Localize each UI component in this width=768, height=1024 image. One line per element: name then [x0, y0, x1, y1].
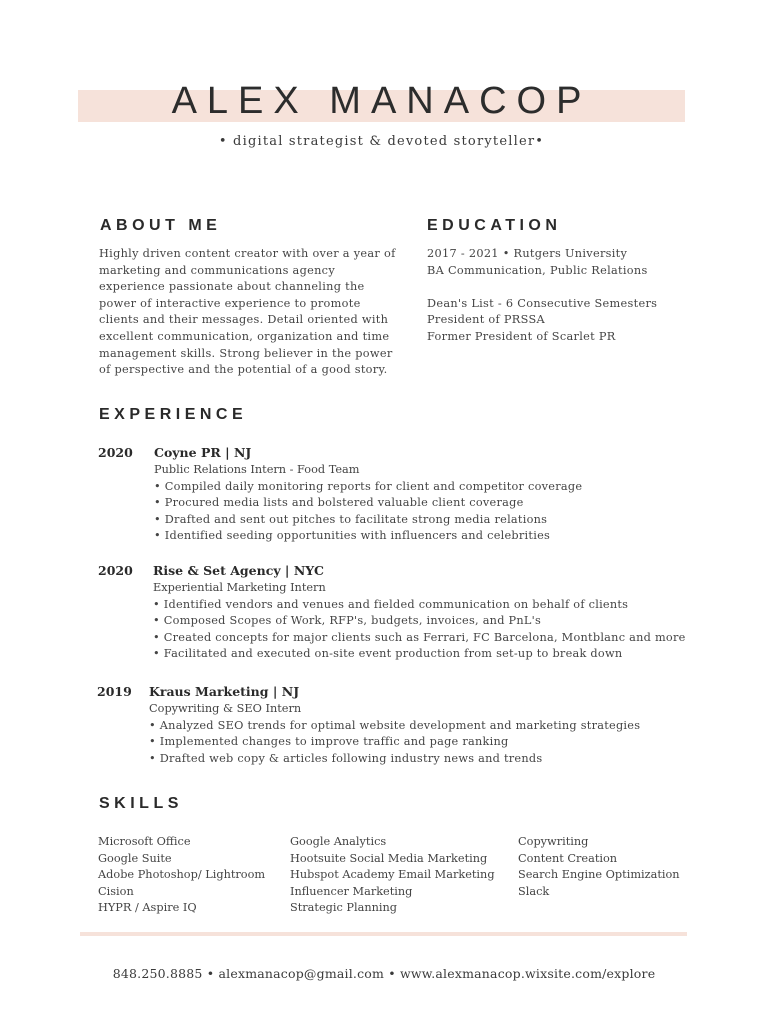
skill-item: Cision — [98, 884, 134, 898]
experience-title: EXPERIENCE — [99, 406, 248, 423]
about-line: power of interactive experience to promote — [99, 296, 361, 310]
skill-item: Strategic Planning — [290, 901, 398, 915]
job-bullet: • Drafted and sent out pitches to facilitate strong media relations — [154, 512, 548, 526]
job-bullet: • Analyzed SEO trends for optimal website development and marketing strategies — [149, 718, 641, 732]
about-line: marketing and communications agency — [99, 263, 335, 277]
skill-item: Slack — [518, 884, 550, 898]
education-spacer — [427, 279, 687, 296]
skill-item: Adobe Photoshop/ Lightroom — [98, 868, 266, 882]
job-company: Kraus Marketing | NJ — [149, 684, 300, 699]
skills-column-1 — [98, 834, 265, 917]
skill-item: Google Suite — [98, 851, 172, 865]
skill-item: Google Analytics — [290, 835, 387, 848]
job-role: Public Relations Intern - Food Team — [154, 463, 360, 476]
skill-item: Search Engine Optimization — [518, 868, 680, 882]
job-bullet: • Drafted web copy & articles following industry news and trends — [149, 751, 543, 765]
skill-item: Influencer Marketing — [290, 884, 413, 898]
about-line: of perspective and the potential of a good story. — [99, 363, 388, 377]
education-text — [427, 246, 687, 346]
job-bullet: • Compiled daily monitoring reports for client and competitor coverage — [154, 479, 583, 493]
job-role: Experiential Marketing Intern — [153, 581, 326, 594]
education-line: President of PRSSA — [427, 313, 545, 327]
job-year: 2020 — [98, 563, 133, 578]
footer-divider — [80, 932, 687, 936]
education-title: EDUCATION — [427, 217, 562, 234]
skill-item: Microsoft Office — [98, 835, 191, 848]
skill-item: Hubspot Academy Email Marketing — [290, 868, 495, 882]
job-entry — [154, 445, 674, 545]
education-line: Former President of Scarlet PR — [427, 329, 616, 343]
job-entry — [153, 563, 686, 663]
candidate-name: ALEX MANACOP — [171, 80, 592, 122]
job-year: 2020 — [98, 445, 133, 460]
job-bullet: • Identified seeding opportunities with influencers and celebrities — [154, 529, 551, 543]
skill-item: HYPR / Aspire IQ — [98, 901, 197, 915]
about-title: ABOUT ME — [100, 217, 222, 234]
contact-info: 848.250.8885 • alexmanacop@gmail.com • www.alexmanacop.wixsite.com/explore — [112, 966, 656, 981]
about-text — [99, 246, 399, 379]
about-line: experience passionate about channeling the — [99, 280, 365, 294]
job-bullet: • Procured media lists and bolstered valuable client coverage — [154, 496, 524, 510]
job-role: Copywriting & SEO Intern — [149, 702, 302, 715]
tagline: • digital strategist & devoted storyteller• — [218, 134, 545, 149]
about-line: excellent communication, organization and time — [99, 329, 390, 343]
job-bullet: • Composed Scopes of Work, RFP's, budgets, invoices, and PnL's — [153, 614, 542, 628]
skill-item: Copywriting — [518, 835, 589, 848]
job-bullet: • Identified vendors and venues and fielded communication on behalf of clients — [153, 597, 629, 611]
education-line: 2017 - 2021 • Rutgers University — [427, 247, 628, 260]
skills-title: SKILLS — [99, 795, 183, 812]
skill-item: Content Creation — [518, 851, 618, 865]
about-line: Highly driven content creator with over a year of — [99, 247, 396, 260]
job-bullet: • Implemented changes to improve traffic and page ranking — [149, 735, 509, 749]
education-line: Dean's List - 6 Consecutive Semesters — [427, 296, 658, 310]
about-line: management skills. Strong believer in the power — [99, 346, 393, 360]
skills-column-3 — [518, 834, 680, 900]
skill-item: Hootsuite Social Media Marketing — [290, 851, 488, 865]
job-bullet: • Facilitated and executed on-site event production from set-up to break down — [153, 647, 623, 661]
skills-column-2 — [290, 834, 495, 917]
job-bullet: • Created concepts for major clients such as Ferrari, FC Barcelona, Montblanc and more — [153, 630, 686, 644]
job-year: 2019 — [97, 684, 132, 699]
job-entry — [149, 684, 669, 767]
about-line: clients and their messages. Detail oriented with — [99, 313, 389, 327]
education-line: BA Communication, Public Relations — [427, 263, 648, 277]
job-company: Rise & Set Agency | NYC — [153, 563, 324, 578]
job-company: Coyne PR | NJ — [154, 445, 252, 460]
